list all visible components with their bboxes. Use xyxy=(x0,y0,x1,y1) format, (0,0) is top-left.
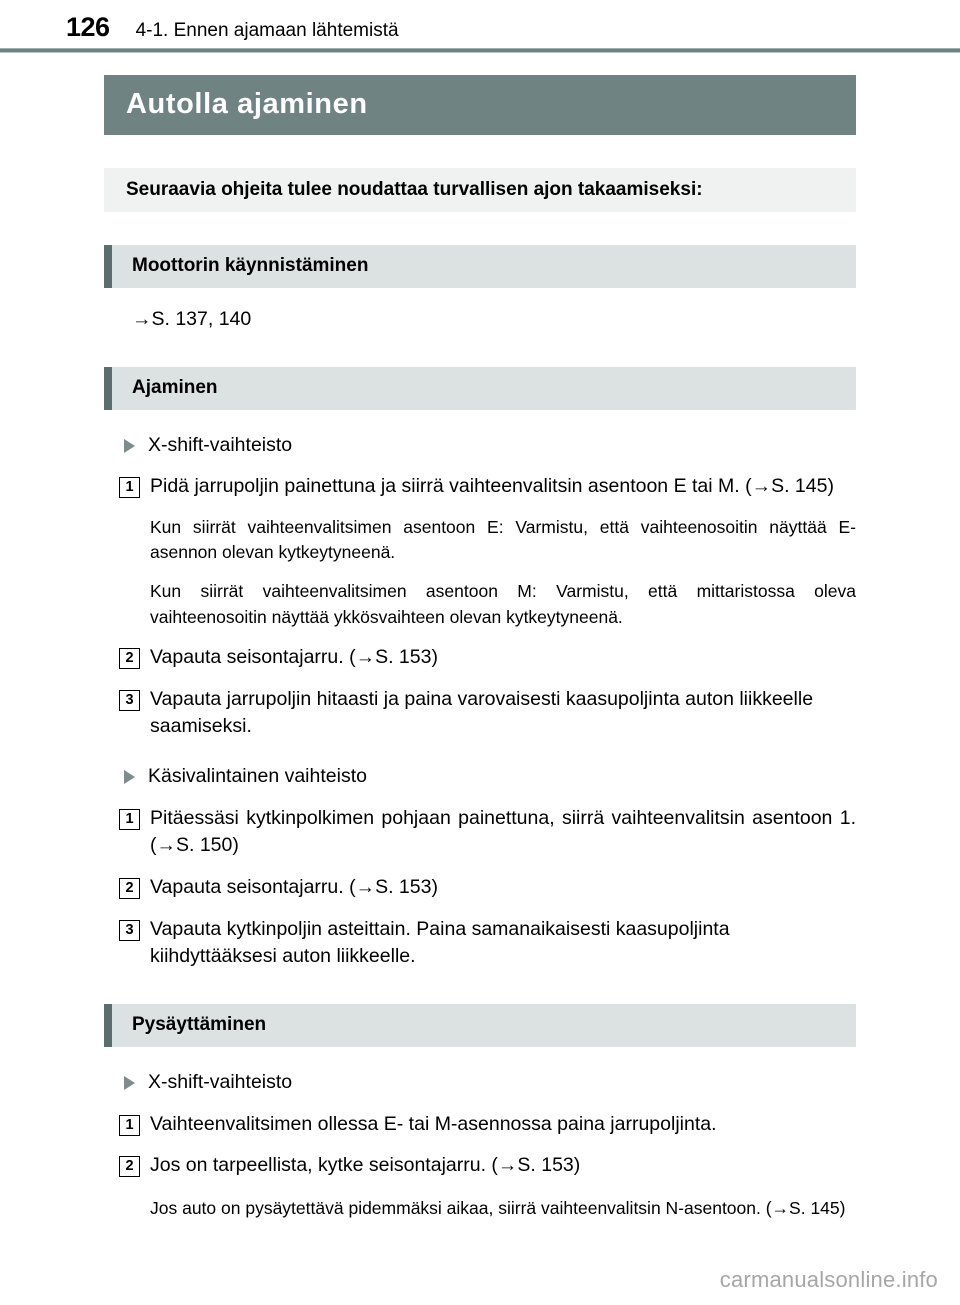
section-header-ajaminen: Ajaminen xyxy=(104,367,856,410)
step-number-badge: 3 xyxy=(119,690,140,711)
triangle-bullet-icon xyxy=(124,770,135,784)
subgroup-label: X-shift-vaihteisto xyxy=(148,1071,293,1093)
step-item xyxy=(104,916,856,971)
triangle-bullet-icon xyxy=(124,439,135,453)
step-text: Pidä jarrupoljin painettuna ja siirrä vaihteenvalitsin asentoon E tai M. (→S. 145) xyxy=(150,475,834,498)
step-item xyxy=(104,805,856,860)
section-header-moottorin-kaynnistaminen: Moottorin käynnistäminen xyxy=(104,245,856,288)
step-item xyxy=(104,644,856,672)
section-header-pysayttaminen: Pysäyttäminen xyxy=(104,1004,856,1047)
page-title: Autolla ajaminen xyxy=(104,75,856,135)
subgroup-label: X-shift-vaihteisto xyxy=(148,433,293,456)
step-item xyxy=(104,1111,856,1139)
subgroup-bullet-x-shift xyxy=(104,432,856,460)
step-text: Vapauta kytkinpoljin asteittain. Paina samanaikaisesti kaasupoljinta kiihdyttääksesi auton liikkeelle. xyxy=(150,917,730,968)
intro-banner: Seuraavia ohjeita tulee noudattaa turvallisen ajon takaamiseksi: xyxy=(104,168,856,212)
page-running-header xyxy=(0,0,960,48)
step-number-badge: 1 xyxy=(119,809,140,830)
step-number-badge: 1 xyxy=(119,477,140,498)
step-text: Vapauta seisontajarru. (→S. 153) xyxy=(150,875,438,898)
step-note: Kun siirrät vaihteenvalitsimen asentoon M: Varmistu, että mittaristossa oleva vaihteenosoitin näyttää ykkösvaihteen olevan kytkeytyneenä. xyxy=(150,581,856,627)
step-number-badge: 2 xyxy=(119,648,140,669)
subgroup-bullet-kasivalintainen xyxy=(104,763,856,791)
page-content xyxy=(0,75,960,1221)
step-number-badge: 1 xyxy=(119,1115,140,1136)
step-number-badge: 2 xyxy=(119,878,140,899)
chapter-title: 4-1. Ennen ajamaan lähtemistä xyxy=(135,20,399,41)
subgroup-label: Käsivalintainen vaihteisto xyxy=(148,764,367,787)
step-text: Vapauta jarrupoljin hitaasti ja paina varovaisesti kaasupoljinta auton liikkeelle saamiseksi. xyxy=(150,687,814,738)
triangle-bullet-icon xyxy=(124,1076,135,1090)
step-number-badge: 3 xyxy=(119,920,140,941)
header-divider xyxy=(0,48,960,53)
step-number-badge: 2 xyxy=(119,1156,140,1177)
step-item xyxy=(104,473,856,501)
step-item xyxy=(104,1152,856,1180)
step-text: Jos on tarpeellista, kytke seisontajarru. (→S. 153) xyxy=(150,1154,581,1177)
page-reference: →S. 137, 140 xyxy=(132,308,252,330)
step-note: Jos auto on pysäytettävä pidemmäksi aikaa, siirrä vaihteenvalitsin N-asentoon. (→S. 145) xyxy=(150,1198,846,1219)
step-text: Vaihteenvalitsimen ollessa E- tai M-asennossa paina jarrupoljinta. xyxy=(150,1112,717,1135)
subgroup-bullet-x-shift-stop xyxy=(104,1069,856,1097)
page-number: 126 xyxy=(66,12,110,42)
step-note: Kun siirrät vaihteenvalitsimen asentoon E: Varmistu, että vaihteenosoitin näyttää E-asennon olevan kytkeytyneenä. xyxy=(150,517,856,563)
step-item xyxy=(104,686,856,741)
step-text: Pitäessäsi kytkinpolkimen pohjaan painettuna, siirrä vaihteenvalitsin asentoon 1. (→S. 150) xyxy=(150,806,856,857)
watermark: carmanualsonline.info xyxy=(719,1267,938,1292)
step-text: Vapauta seisontajarru. (→S. 153) xyxy=(150,645,438,668)
step-item xyxy=(104,874,856,902)
